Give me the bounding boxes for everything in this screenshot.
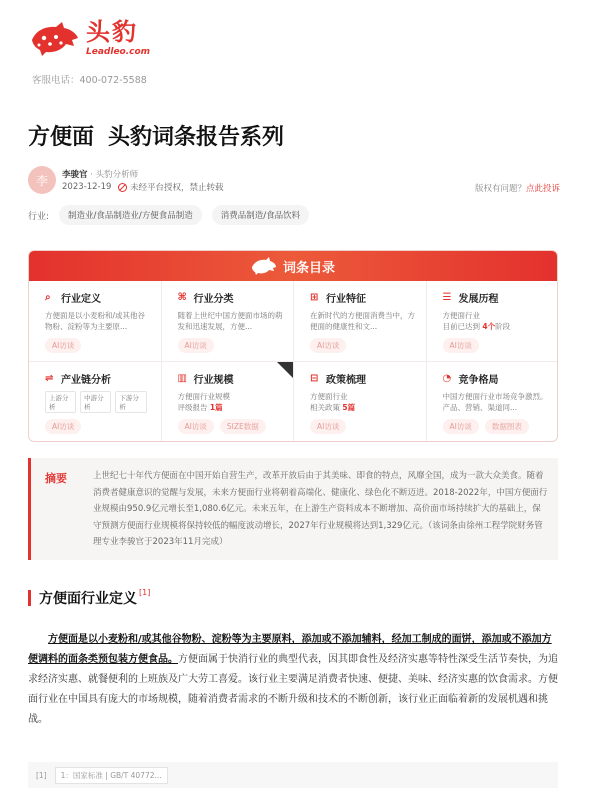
toc-item-scale[interactable]: ▥ 行业规模 方便面行业规模 评级报告 1篇 AI访谈 SIZE数据 (162, 362, 295, 442)
leopard-icon (251, 257, 277, 275)
industry-row (28, 205, 319, 225)
section-ref-link[interactable]: [1] (139, 587, 151, 597)
report-link[interactable]: 点此投诉 (525, 184, 560, 194)
ai-interview-button[interactable]: AI访谈 (310, 338, 346, 353)
abstract-text: 上世纪七十年代方便面在中国开始自营生产，改革开放后由于其美味、即食的特点，风靡全国，成为一款大众美食。随着消费者健康意识的觉醒与发展，未来方便面行业将朝着高端化、健康化、绿色化不断迈进。2018-2022年，中国方便面行业规模由950.9亿元增长至1,080.6亿元。未来五年，在上游生产资料成本不断增加、高价面市场持续扩大的基础上，保守预测方便面行业规模将保持较低的幅度波动增长，2027年行业规模将达到1,329亿元。（该词条由徐州工程学院财务管理专业李骏官于2023年11月完成） (93, 471, 548, 547)
toc-item-chain[interactable]: ⇌ 产业链分析 上游分析 中游分析 下游分析 AI访谈 (29, 362, 162, 442)
ai-interview-button[interactable]: AI访谈 (310, 419, 346, 434)
toc-item-classification[interactable]: ⌘ 行业分类 随着上世纪中国方便面市场的萌发和迅速发展，方便... AI访谈 (162, 281, 295, 362)
ban-icon (118, 183, 127, 192)
toc-header (29, 251, 557, 281)
midstream-tag[interactable]: 中游分析 (80, 391, 111, 413)
hierarchy-icon: ⌘ (177, 292, 187, 303)
toc-item-history[interactable]: ☰ 发展历程 方便面行业 目前已达到 4个阶段 AI访谈 (427, 281, 559, 362)
title-sub: 头豹词条报告系列 (108, 125, 285, 150)
search-doc-icon: ⌕ (45, 292, 51, 303)
publish-date: 2023-12-19 (62, 182, 112, 192)
ai-interview-button[interactable]: AI访谈 (178, 419, 214, 434)
bar-chart-icon: ▥ (177, 373, 187, 384)
size-data-button[interactable]: SIZE数据 (220, 419, 266, 434)
copyright-report: 版权有问题？点此投诉 (474, 184, 560, 194)
industry-label: 行业: (28, 211, 50, 222)
section-heading (28, 588, 150, 608)
toc-title: 词条目录 (282, 260, 335, 276)
toc-item-features[interactable]: ⊞ 行业特征 在新时代的方便面消费当中，方便面的健康性和文... AI访谈 (294, 281, 427, 362)
data-chart-button[interactable]: 数据图表 (485, 419, 529, 434)
upstream-tag[interactable]: 上游分析 (45, 391, 76, 413)
brand-name: 头豹 (86, 18, 138, 46)
abstract-label: 摘要 (45, 472, 67, 485)
ai-interview-button[interactable]: AI访谈 (443, 419, 479, 434)
section-title: 方便面行业定义 (39, 591, 137, 607)
toc-item-definition[interactable]: ⌕ 行业定义 方便面是以小麦粉和/或其他谷物粉、淀粉等为主要原... AI访谈 (29, 281, 162, 362)
definition-emphasis: 方便面是以小麦粉和/或其他谷物粉、淀粉等为主要原料，添加或不添加辅料，经加工制成的面饼，添加或不添加方便调料的面条类预包装方便食品。 (28, 634, 552, 665)
grid-icon: ⊞ (310, 292, 319, 303)
section-body (28, 630, 560, 730)
author-row (28, 166, 560, 196)
leopard-logo-icon (28, 18, 80, 58)
avatar[interactable]: 李 (28, 166, 56, 194)
pie-icon: ◔ (442, 373, 452, 384)
section-bar (28, 590, 31, 606)
toc-item-competition[interactable]: ◔ 竞争格局 中国方便面行业市场竞争激烈。产品、营销、渠道同... AI访谈 数据图表 (427, 362, 559, 442)
reference-item[interactable]: 1：国家标准 | GB/T 40772... (55, 767, 168, 784)
definition-rest: 方便面属于快消行业的典型代表，因其即食性及经济实惠等特性深受生活节奏快，为追求经济实惠、就餐便利的上班族及广大劳工喜爱。该行业主要满足消费者快速、便捷、美味、经济实惠的饮食需求。方便面行业在中国具有庞大的市场规模，随着消费者需求的不断升级和技术的不断创新，该行业正面临着新的发展机遇和挑战。 (28, 654, 558, 725)
industry-tag[interactable]: 制造业/食品制造业/方便食品制造 (59, 205, 202, 225)
chain-icon: ⇌ (45, 373, 54, 384)
abstract-box (28, 458, 558, 560)
downstream-tag[interactable]: 下游分析 (115, 391, 146, 413)
ai-interview-button[interactable]: AI访谈 (178, 338, 214, 353)
corner-badge (277, 362, 293, 378)
list-icon: ☰ (442, 292, 452, 303)
ai-interview-button[interactable]: AI访谈 (45, 338, 81, 353)
copyright-notice: 未经平台授权，禁止转载 (118, 181, 224, 193)
brand-url: Leadleo.com (86, 47, 151, 57)
brand-logo[interactable] (28, 18, 150, 58)
industry-tag[interactable]: 消费品制造/食品饮料 (212, 205, 309, 225)
page-title (28, 120, 284, 151)
reference-index: [1] (36, 770, 47, 780)
toc-panel (28, 250, 558, 442)
ai-interview-button[interactable]: AI访谈 (45, 419, 81, 434)
policy-icon: ⊟ (310, 373, 319, 384)
toc-item-policy[interactable]: ⊟ 政策梳理 方便面行业 相关政策 5篇 AI访谈 (294, 362, 427, 442)
service-hotline: 客服电话：400-072-5588 (32, 75, 147, 86)
title-main: 方便面 (28, 125, 95, 150)
ai-interview-button[interactable]: AI访谈 (443, 338, 479, 353)
reference-bar (28, 762, 558, 788)
author-name[interactable]: 李骏官 · 头豹分析师 (62, 170, 139, 180)
